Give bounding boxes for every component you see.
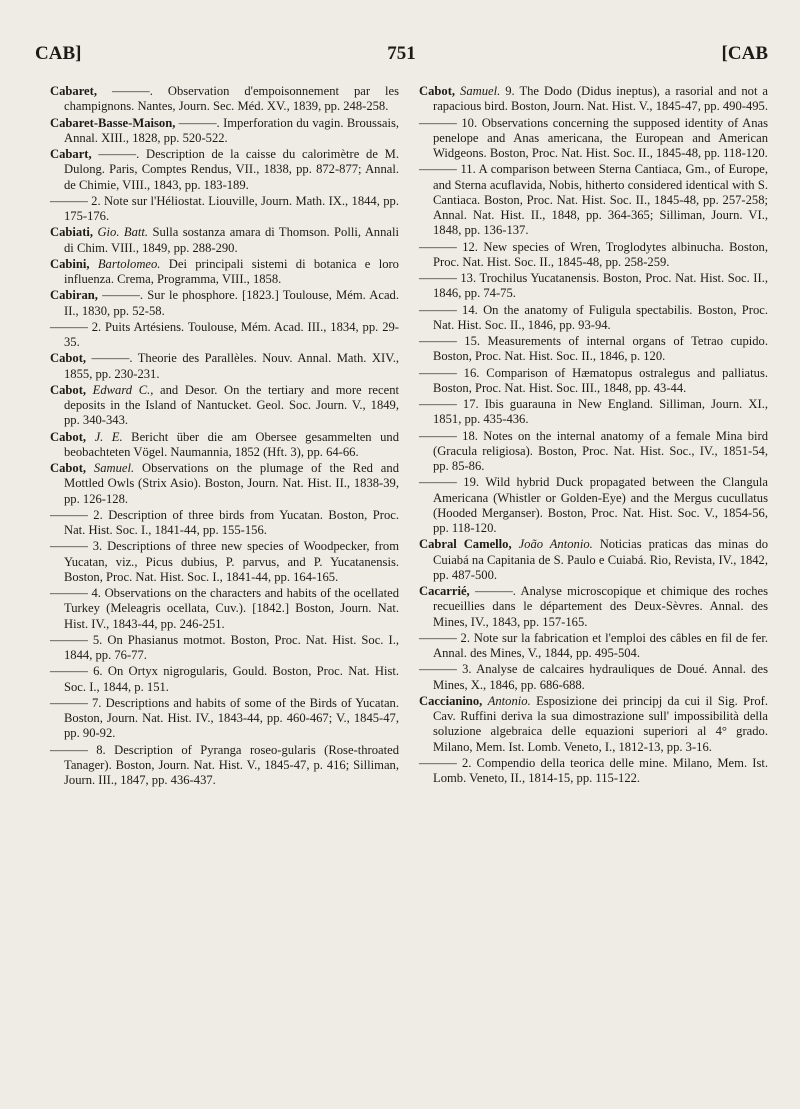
entry-text: Observations on the plumage of the Red and Mottled Owls (Strix Asio). Boston, Journ. Nat. Hist. II., 1838-39, pp. 126-128. [64, 461, 399, 506]
entry-text: ——— 3. Analyse de calcaires hydrauliques de Doué. Annal. des Mines, X., 1846, pp. 686-688. [419, 662, 768, 692]
entry-text: ———. Description de la caisse du calorimètre de M. Dulong. Paris, Comptes Rendus, VII., 1838, pp. 872-877; Annal. de Chimie, VIII., 1843, pp. 183-189. [64, 147, 399, 192]
bibliography-entry [50, 664, 399, 695]
entry-text: Dei principali sistemi di botanica e loro influenza. Crema, Programma, VIII., 1858. [64, 256, 399, 286]
entry-text: ——— 6. On Ortyx nigrogularis, Gould. Boston, Proc. Nat. Hist. Soc. I., 1844, p. 151. [50, 664, 399, 694]
bibliography-entry [50, 743, 399, 789]
entry-text: ———. Imperforation du vagin. Broussais, Annal. XIII., 1828, pp. 520-522. [64, 115, 399, 145]
header-right: [CAB [721, 43, 768, 64]
bibliography-entry [419, 694, 768, 755]
entry-heading: Cabot, [50, 429, 87, 444]
entry-author: Gio. Batt. [97, 225, 149, 240]
entry-author: Samuel. [460, 84, 501, 98]
entry-heading: Cacarrié, [419, 584, 470, 598]
header-left: CAB] [35, 43, 82, 64]
bibliography-entry [419, 271, 768, 302]
bibliography-entry [419, 240, 768, 271]
entry-text: ——— 17. Ibis guarauna in New England. Silliman, Journ. XI., 1851, pp. 435-436. [419, 397, 768, 427]
bibliography-entry [50, 288, 399, 319]
entry-text: ——— 13. Trochilus Yucatanensis. Boston, Proc. Nat. Hist. Soc. II., 1846, pp. 74-75. [419, 271, 768, 301]
entry-text: and Desor. On the tertiary and more recent deposits in the Island of Nantucket. Geol. Soc. Journ. V., 1849, pp. 340-343. [64, 382, 399, 428]
bibliography-entry [419, 631, 768, 662]
bibliography-entry [419, 537, 768, 583]
entry-text: Bericht über die am Obersee gesammelten und beobachteten Vögel. Naumannia, 1852 (Hft. 3), pp. 64-66. [64, 429, 400, 459]
bibliography-entry [419, 116, 768, 162]
entry-text: ——— 4. Observations on the characters and habits of the ocellated Turkey (Meleagris ocellata, Cuv.). [1842.] Boston, Journ. Nat. Hist. IV., 1843-44, pp. 246-251. [50, 586, 399, 631]
bibliography-entry [50, 508, 399, 539]
entry-heading: Cabaret-Basse-Maison, [50, 115, 176, 130]
entry-text: ——— 5. On Phasianus motmot. Boston, Proc. Nat. Hist. Soc. I., 1844, pp. 76-77. [50, 632, 399, 662]
bibliography-entry [50, 84, 399, 115]
bibliography-entry [419, 84, 768, 115]
entry-text: Sulla sostanza amara di Thomson. Polli, Annali di Chim. VIII., 1849, pp. 288-290. [64, 225, 399, 255]
entry-text: ——— 14. On the anatomy of Fuligula spectabilis. Boston, Proc. Nat. Hist. Soc. II., 1846, pp. 93-94. [419, 302, 768, 332]
bibliography-entry [50, 633, 399, 664]
entry-text: Noticias praticas das minas do Cuiabá na Capitania de S. Paulo e Cuiabá. Rio, Revista, IV., 1842, pp. 487-500. [433, 537, 768, 582]
entry-author: Samuel. [93, 461, 135, 475]
entry-heading: Cabot, [50, 382, 87, 397]
entry-text: ——— 12. New species of Wren, Troglodytes albinucha. Boston, Proc. Nat. Hist. Soc. II., 1845-48, pp. 258-259. [419, 239, 768, 269]
bibliography-entry [50, 461, 399, 507]
entry-text: 9. The Dodo (Didus ineptus), a rasorial and not a rapacious bird. Boston, Journ. Nat. Hist. V., 1845-47, pp. 490-495. [433, 84, 769, 114]
page-number: 751 [387, 43, 416, 64]
bibliography-entry [50, 383, 399, 429]
entry-heading: Cabot, [50, 461, 87, 475]
bibliography-entry [50, 320, 399, 351]
bibliography-entry [50, 257, 399, 288]
bibliography-entry [419, 756, 768, 787]
columns [50, 84, 768, 789]
entry-text: ——— 3. Descriptions of three new species of Woodpecker, from Yucatan, viz., Picus dubius, P. parvus, and P. Yucatanensis. Boston, Proc. Nat. Hist. Soc. I., 1841-44, pp. 164-165. [50, 539, 399, 584]
bibliography-entry [50, 116, 399, 147]
entry-author: J. E. [94, 429, 123, 444]
bibliography-entry [419, 662, 768, 693]
entry-text: Esposizione dei principj da cui il Sig. Prof. Cav. Ruffini deriva la sua dimostrazione sull' impossibilità della soluzione algebraica delle equazioni superiori al 4° grado. Milano, Mem. Ist. Lomb. Veneto, I., 1812-13, pp. 3-16. [433, 693, 768, 754]
bibliography-entry [419, 162, 768, 238]
right-column [419, 84, 768, 789]
entry-text: ——— 15. Measurements of internal organs of Tetrao cupido. Boston, Proc. Nat. Hist. Soc. II., 1846, p. 120. [419, 334, 768, 364]
bibliography-entry [419, 475, 768, 536]
entry-text: ——— 2. Note sur l'Héliostat. Liouville, Journ. Math. IX., 1844, pp. 175-176. [50, 193, 399, 223]
bibliography-entry [419, 429, 768, 475]
entry-heading: Cabiran, [50, 288, 98, 303]
entry-heading: Caccianino, [419, 693, 483, 708]
bibliography-entry [50, 696, 399, 742]
entry-heading: Cabart, [50, 147, 92, 161]
entry-author: Antonio. [487, 693, 531, 708]
entry-text: ———. Sur le phosphore. [1823.] Toulouse, Mém. Acad. II., 1830, pp. 52-58. [64, 288, 399, 318]
bibliography-entry [419, 584, 768, 630]
bibliography-entry [50, 351, 399, 382]
entry-text: ———. Theorie des Parallèles. Nouv. Annal. Math. XIV., 1855, pp. 230-231. [64, 351, 399, 381]
entry-text: ——— 7. Descriptions and habits of some of the Birds of Yucatan. Boston, Journ. Nat. Hist. IV., 1843-44, pp. 460-467; V., 1845-47, pp. 90-92. [50, 695, 399, 741]
entry-text: ——— 10. Observations concerning the supposed identity of Anas penelope and Anas americana, the European and American Widgeons. Boston, Proc. Nat. Hist. Soc. II., 1845-48, pp. 118-120. [419, 115, 768, 160]
entry-text: ——— 18. Notes on the internal anatomy of a female Mina bird (Gracula religiosa). Boston, Proc. Nat. Hist. Soc., IV., 1851-54, pp. 85-86. [419, 428, 768, 473]
entry-heading: Cabral Camello, [419, 537, 512, 552]
entry-text: ———. Observation d'empoisonnement par les champignons. Nantes, Journ. Sec. Méd. XV., 1839, pp. 248-258. [64, 84, 399, 114]
bibliography-entry [419, 366, 768, 397]
entry-text: ——— 19. Wild hybrid Duck propagated between the Clangula Americana (Whistler or Golden-Eye) and the Mergus cucullatus (Hooded Merganser). Boston, Proc. Nat. Hist. Soc. V., 1854-56, pp. 118-120. [419, 475, 768, 535]
bibliography-entry [50, 539, 399, 585]
entry-text: ——— 2. Description of three birds from Yucatan. Boston, Proc. Nat. Hist. Soc. I., 1841-44, pp. 155-156. [50, 507, 399, 537]
page-header [35, 43, 768, 69]
entry-text: ———. Analyse microscopique et chimique des roches recueillies dans le département des Deux-Sèvres. Annal. des Mines, IV., 1843, pp. 157-165. [433, 584, 768, 629]
entry-author: Edward C., [92, 382, 154, 397]
entry-heading: Cabot, [419, 84, 456, 98]
bibliography-entry [419, 334, 768, 365]
entry-text: ——— 2. Note sur la fabrication et l'emploi des câbles en fil de fer. Annal. des Mines, V., 1844, pp. 495-504. [419, 630, 768, 660]
bibliography-entry [419, 397, 768, 428]
entry-author: João Antonio. [518, 537, 593, 552]
entry-heading: Cabot, [50, 351, 87, 366]
bibliography-entry [50, 194, 399, 225]
entry-heading: Cabaret, [50, 84, 97, 98]
entry-heading: Cabiati, [50, 225, 94, 240]
entry-author: Bartolomeo. [97, 256, 161, 271]
entry-text: ——— 2. Puits Artésiens. Toulouse, Mém. Acad. III., 1834, pp. 29-35. [50, 319, 399, 349]
entry-text: ——— 16. Comparison of Hæmatopus ostralegus and palliatus. Boston, Proc. Nat. Hist. Soc. III., 1848, pp. 43-44. [419, 365, 768, 395]
bibliography-entry [50, 586, 399, 632]
entry-text: ——— 2. Compendio della teorica delle mine. Milano, Mem. Ist. Lomb. Veneto, II., 1814-15, pp. 115-122. [419, 755, 768, 785]
entry-text: ——— 8. Description of Pyranga roseo-gularis (Rose-throated Tanager). Boston, Journ. Nat. Hist. V., 1845-47, p. 416; Silliman, Journ. III., 1847, pp. 436-437. [50, 742, 399, 787]
bibliography-entry [50, 430, 399, 461]
entry-heading: Cabini, [50, 256, 90, 271]
bibliography-entry [50, 225, 399, 256]
bibliography-entry [419, 303, 768, 334]
left-column [50, 84, 399, 789]
entry-text: ——— 11. A comparison between Sterna Cantiaca, Gm., of Europe, and Sterna acuflavida, Nobis, hitherto considered identical with S. Cantiaca. Boston, Proc. Nat. Hist. Soc. II., 1845-48, pp. 257-258; Annal. Nat. Hist. II., 1848, pp. 364-365; Silliman, Journ. VI., 1848, pp. 136-137. [419, 162, 768, 238]
bibliography-entry [50, 147, 399, 193]
